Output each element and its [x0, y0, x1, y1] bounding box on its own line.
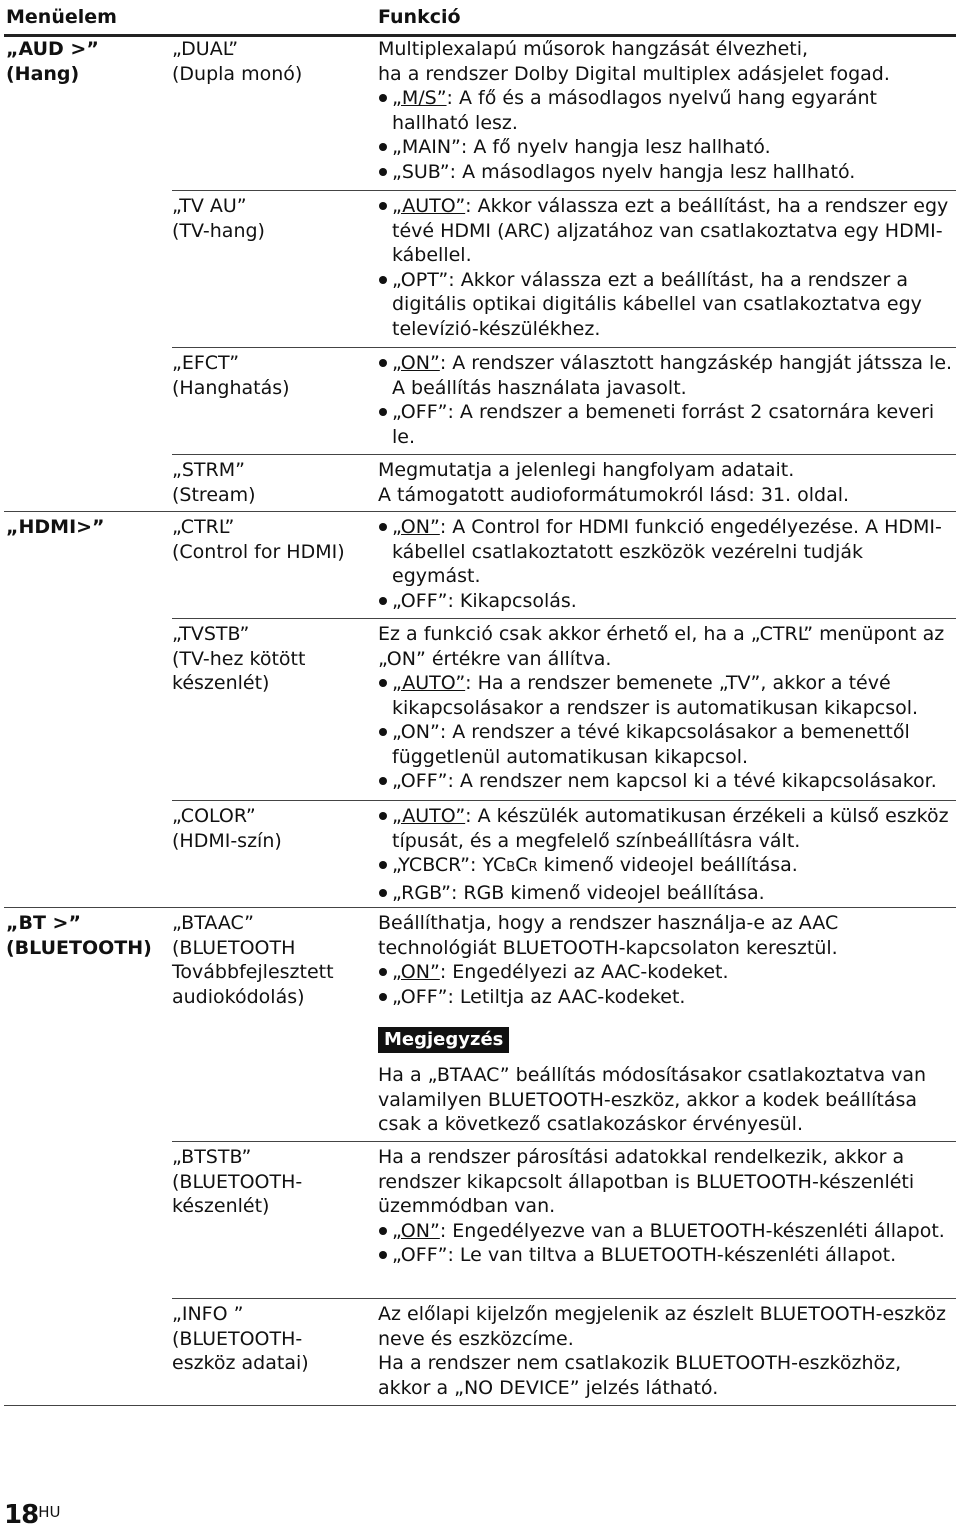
list-item	[378, 1243, 954, 1268]
option-text: : Letiltja az AAC-kodeket.	[447, 985, 686, 1008]
option-text-c: C	[515, 854, 529, 876]
function-btstb	[378, 1145, 954, 1268]
option-code: „ON”	[392, 1219, 440, 1242]
function-tvstb	[378, 622, 954, 794]
option-code: „AUTO”	[392, 672, 466, 694]
subscript-b: B	[506, 860, 516, 875]
tvstb-intro: Ez a funkció csak akkor érhető el, ha a „CTRL” menüpont az „ON” értékre van állítva.	[378, 623, 945, 670]
list-item	[378, 853, 954, 881]
option-text: : RGB kimenő videojel beállítása.	[450, 881, 765, 904]
note-text: Ha a „BTAAC” beállítás módosításakor csatlakoztatva van valamilyen BLUETOOTH-eszköz, akkor a kodek beállítása csak a következő csatlakozáskor érvényesül.	[378, 1064, 927, 1135]
option-text: : A rendszer nem kapcsol ki a tévé kikapcsolásakor.	[447, 770, 937, 792]
section-divider	[4, 511, 956, 512]
menu-bt: „BT >” (BLUETOOTH)	[6, 912, 152, 959]
option-code: „OPT”	[392, 268, 449, 291]
function-color	[378, 804, 954, 905]
option-code: „ON”	[392, 721, 440, 743]
settings-table	[4, 0, 956, 1399]
strm-text: Megmutatja a jelenlegi hangfolyam adatait. A támogatott audioformátumokról lásd: 31. oldal.	[378, 459, 850, 506]
option-text: : A rendszer választott hangzáskép hangját játssza le. A beállítás használata javasolt.	[392, 352, 953, 399]
option-code: „AUTO”	[392, 195, 466, 217]
page-language: HU	[38, 1503, 61, 1521]
function-efct	[378, 351, 954, 449]
table-header	[4, 0, 956, 37]
list-item	[378, 960, 954, 985]
option-text: : Le van tiltva a BLUETOOTH-készenléti állapot.	[447, 1244, 897, 1266]
option-text: : A fő nyelv hangja lesz hallható.	[460, 136, 771, 158]
option-text: : A rendszer a bemeneti forrást 2 csatornára keveri le.	[392, 401, 935, 448]
option-code: „YCBCR”	[392, 854, 470, 876]
option-text: kimenő videojel beállítása.	[537, 854, 798, 876]
list-item	[378, 671, 954, 720]
option-code: „ON”	[392, 352, 440, 374]
option-code: „OFF”	[392, 770, 448, 792]
menu-aud: „AUD >” (Hang)	[6, 38, 99, 85]
item-color: „COLOR” (HDMI-szín)	[172, 805, 282, 852]
item-btstb: „BTSTB” (BLUETOOTH-készenlét)	[172, 1146, 303, 1217]
list-item	[378, 1219, 954, 1244]
subscript-r: R	[528, 860, 538, 875]
function-tvau	[378, 194, 954, 341]
list-item	[378, 86, 954, 135]
header-function: Funkció	[378, 6, 461, 28]
option-code: „RGB”	[392, 881, 451, 904]
option-code: „OFF”	[392, 401, 448, 423]
function-dual	[378, 37, 954, 184]
page-number-value: 18	[4, 1500, 39, 1530]
option-text: : Kikapcsolás.	[447, 589, 577, 612]
option-text: : Ha a rendszer bemenete „TV”, akkor a tévé kikapcsolásakor a rendszer is automatikusan kikapcsol.	[392, 672, 919, 719]
list-item	[378, 135, 954, 160]
row-divider	[172, 1141, 956, 1142]
row-divider	[172, 1298, 956, 1299]
option-text: : A fő és a másodlagos nyelvű hang egyaránt hallható lesz.	[392, 87, 877, 134]
option-code: „AUTO”	[392, 805, 466, 827]
item-btaac: „BTAAC” (BLUETOOTH Továbbfejlesztett audiokódolás)	[172, 912, 334, 1008]
info-text: Az előlapi kijelzőn megjelenik az észlelt BLUETOOTH-eszköz neve és eszközcíme. Ha a rendszer nem csatlakozik BLUETOOTH-eszközhöz, akkor a „NO DEVICE” jelzés látható.	[378, 1303, 946, 1399]
row-divider	[172, 454, 956, 455]
menu-hdmi: „HDMI>”	[6, 516, 105, 538]
option-code: „OFF”	[392, 1244, 448, 1266]
list-item	[378, 804, 954, 853]
list-item	[378, 268, 954, 342]
list-item	[378, 881, 954, 906]
list-item	[378, 769, 954, 794]
list-item	[378, 351, 954, 400]
option-code: „MAIN”	[392, 136, 461, 158]
section-divider	[4, 907, 956, 908]
option-code: „ON”	[392, 961, 440, 983]
item-info: „INFO ” (BLUETOOTH-eszköz adatai)	[172, 1303, 309, 1374]
item-ctrl: „CTRL” (Control for HDMI)	[172, 516, 345, 563]
list-item	[378, 160, 954, 185]
option-code: „OFF”	[392, 589, 448, 612]
function-strm	[378, 458, 954, 507]
option-code: „SUB”	[392, 160, 450, 183]
item-tvstb: „TVSTB” (TV-hez kötött készenlét)	[172, 623, 306, 694]
item-strm: „STRM” (Stream)	[172, 459, 256, 506]
option-code: „OFF”	[392, 985, 448, 1008]
item-tvau: „TV AU” (TV-hang)	[172, 195, 265, 242]
row-divider	[172, 800, 956, 801]
list-item	[378, 400, 954, 449]
function-btaac	[378, 911, 954, 1009]
row-divider	[172, 618, 956, 619]
list-item	[378, 589, 954, 614]
option-text: : Engedélyezve van a BLUETOOTH-készenléti állapot.	[439, 1219, 945, 1242]
option-text: : A másodlagos nyelv hangja lesz hallható.	[449, 160, 856, 183]
dual-intro: Multiplexalapú műsorok hangzását élvezheti, ha a rendszer Dolby Digital multiplex adásjelet fogad.	[378, 38, 890, 85]
item-dual: „DUAL” (Dupla monó)	[172, 38, 303, 85]
option-code: „M/S”	[392, 87, 447, 109]
option-text: : Engedélyezi az AAC-kodeket.	[439, 961, 729, 983]
page-number	[4, 1500, 60, 1530]
list-item	[378, 194, 954, 268]
header-menu-item: Menüelem	[6, 6, 117, 28]
function-ctrl	[378, 515, 954, 613]
option-text: : A készülék automatikusan érzékeli a külső eszköz típusát, és a megfelelő színbeállításra vált.	[392, 805, 949, 852]
row-divider	[172, 190, 956, 191]
btstb-intro: Ha a rendszer párosítási adatokkal rendelkezik, akkor a rendszer kikapcsolt állapotban is BLUETOOTH-készenléti üzemmódban van.	[378, 1146, 915, 1217]
list-item	[378, 985, 954, 1010]
option-text: : A rendszer a tévé kikapcsolásakor a bemenettől függetlenül automatikusan kikapcsol.	[392, 721, 910, 768]
option-text: : A Control for HDMI funkció engedélyezése. A HDMI-kábellel csatlakoztatott eszközök vezérelni tudják egymást.	[392, 516, 942, 587]
option-text: : YC	[470, 854, 507, 876]
option-text: : Akkor válassza ezt a beállítást, ha a rendszer a digitális optikai digitális kábellel van csatlakoztatva egy televízió-készülékhez.	[392, 268, 922, 340]
list-item	[378, 515, 954, 589]
option-text: : Akkor válassza ezt a beállítást, ha a rendszer egy tévé HDMI (ARC) aljzatához van csatlakoztatva egy HDMI-kábellel.	[392, 195, 949, 266]
option-code: „ON”	[392, 516, 440, 538]
row-divider	[172, 347, 956, 348]
btaac-intro: Beállíthatja, hogy a rendszer használja-e az AAC technológiát BLUETOOTH-kapcsolaton keresztül.	[378, 912, 839, 959]
item-efct: „EFCT” (Hanghatás)	[172, 352, 290, 399]
function-info	[378, 1302, 954, 1400]
list-item	[378, 720, 954, 769]
table-bottom-rule	[4, 1405, 956, 1406]
note-label: Megjegyzés	[378, 1027, 509, 1053]
